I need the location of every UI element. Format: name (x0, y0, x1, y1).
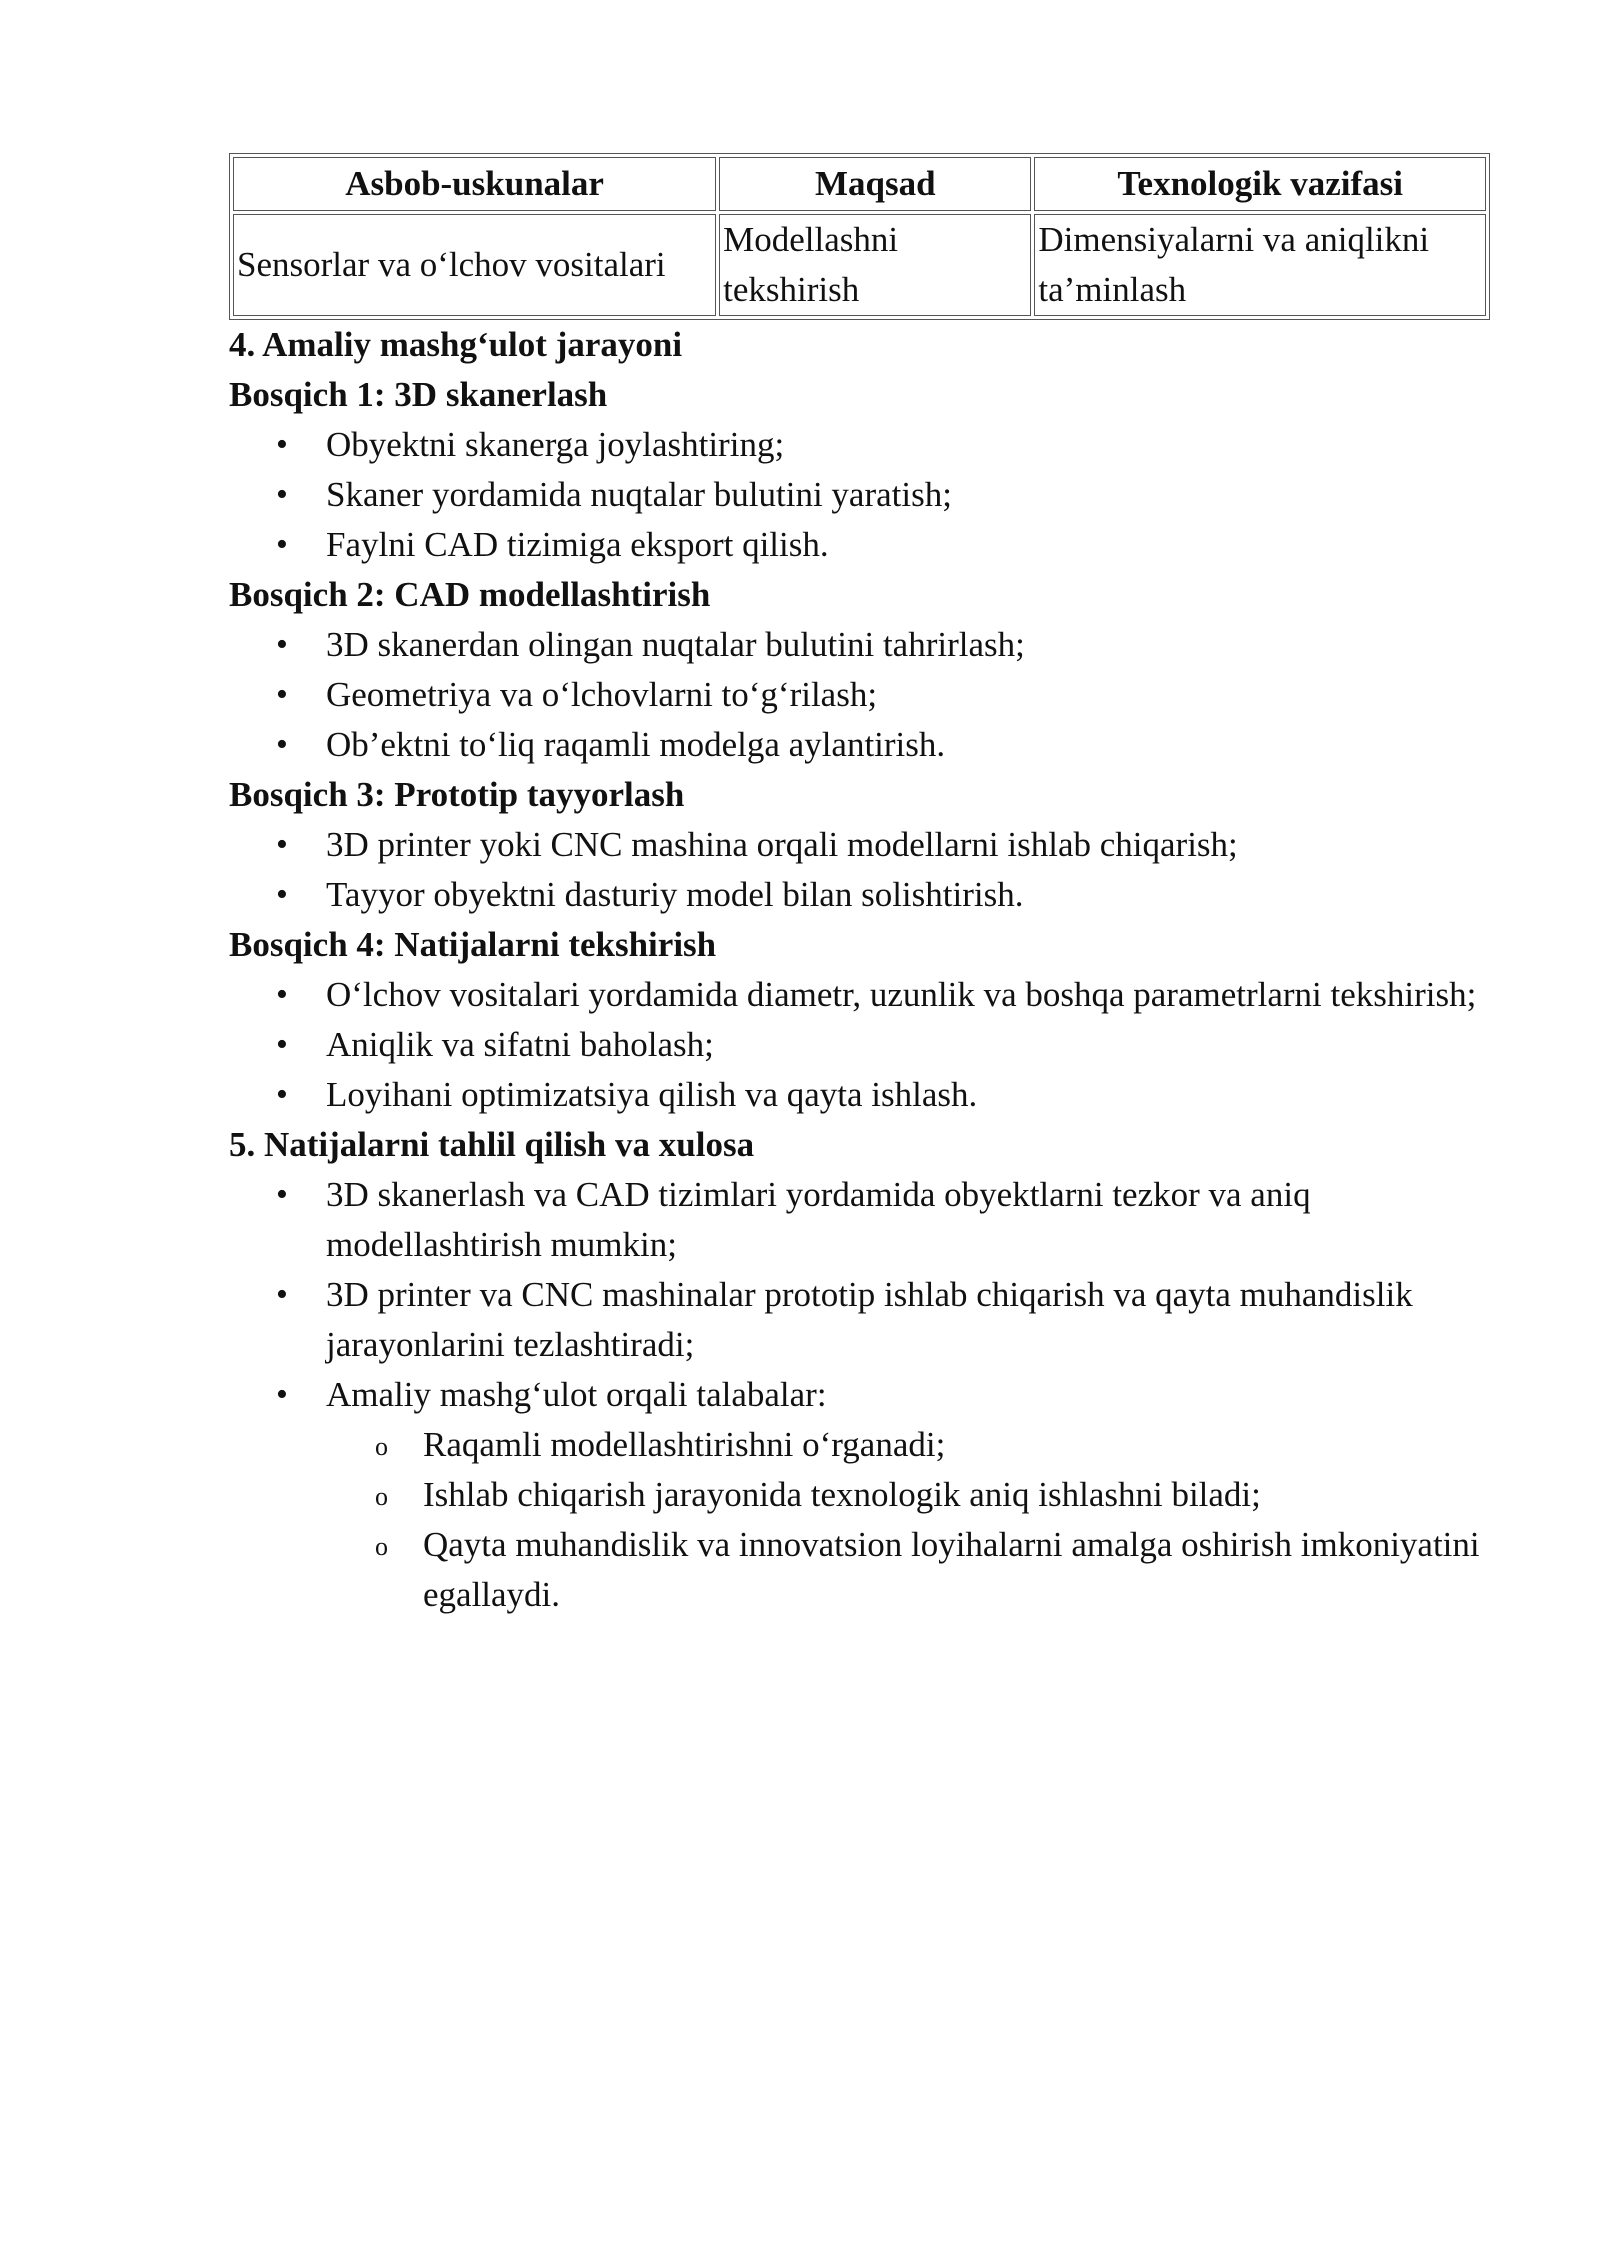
table-cell-purpose (719, 214, 1031, 316)
list-item (326, 1370, 1491, 1620)
stage-heading: Bosqich 4: Natijalarni tekshirish (229, 925, 717, 964)
stage-heading: Bosqich 3: Prototip tayyorlash (229, 775, 685, 814)
document-page (229, 153, 1491, 1620)
list-item: • Faylni CAD tizimiga eksport qilish. (326, 520, 1491, 570)
equipment-table (229, 153, 1490, 320)
list-item: • Tayyor obyektni dasturiy model bilan solishtirish. (326, 870, 1491, 920)
table-header-cell: Texnologik vazifasi (1034, 157, 1486, 211)
list-item: • Ob’ektni to‘liq raqamli modelga aylantirish. (326, 720, 1491, 770)
stage-3-list (229, 820, 1491, 920)
list-item: • 3D skanerlash va CAD tizimlari yordamida obyektlarni tezkor va aniq modellashtirish mumkin; (326, 1170, 1491, 1270)
stage-1-list (229, 420, 1491, 570)
task-line: Dimensiyalarni va aniqlikni (1038, 220, 1430, 259)
section-heading: 5. Natijalarni tahlil qilish va xulosa (229, 1125, 755, 1164)
table-header-cell: Maqsad (719, 157, 1031, 211)
sub-list-item: o Raqamli modellashtirishni o‘rganadi; (423, 1420, 1491, 1470)
table-row (233, 214, 1486, 316)
table-header-cell: Asbob-uskunalar (233, 157, 716, 211)
list-item: • Skaner yordamida nuqtalar bulutini yaratish; (326, 470, 1491, 520)
list-item: • 3D skanerdan olingan nuqtalar bulutini tahrirlash; (326, 620, 1491, 670)
table-cell-tool: Sensorlar va o‘lchov vositalari (233, 214, 716, 316)
sub-list-item: o Ishlab chiqarish jarayonida texnologik aniq ishlashni biladi; (423, 1470, 1491, 1520)
list-item: • Loyihani optimizatsiya qilish va qayta ishlash. (326, 1070, 1491, 1120)
purpose-line: Modellashni (723, 220, 899, 259)
section-heading: 4. Amaliy mashg‘ulot jarayoni (229, 325, 683, 364)
table-header-row (233, 157, 1486, 211)
list-item: • Geometriya va o‘lchovlarni to‘g‘rilash; (326, 670, 1491, 720)
stage-heading: Bosqich 2: CAD modellashtirish (229, 575, 711, 614)
sub-list (326, 1420, 1491, 1620)
list-item: • 3D printer va CNC mashinalar prototip ishlab chiqarish va qayta muhandislik jarayonlarini tezlashtiradi; (326, 1270, 1491, 1370)
stage-4-list (229, 970, 1491, 1120)
sub-list-item: o Qayta muhandislik va innovatsion loyihalarni amalga oshirish imkoniyatini egallaydi. (423, 1520, 1491, 1620)
purpose-line: tekshirish (723, 270, 860, 309)
list-item: • Obyektni skanerga joylashtiring; (326, 420, 1491, 470)
table-cell-task (1034, 214, 1486, 316)
list-item: • O‘lchov vositalari yordamida diametr, uzunlik va boshqa parametrlarni tekshirish; (326, 970, 1491, 1020)
list-item-text: Amaliy mashg‘ulot orqali talabalar: (326, 1375, 827, 1414)
list-item: • Aniqlik va sifatni baholash; (326, 1020, 1491, 1070)
list-item: • 3D printer yoki CNC mashina orqali modellarni ishlab chiqarish; (326, 820, 1491, 870)
document-body (229, 320, 1491, 1620)
stage-heading: Bosqich 1: 3D skanerlash (229, 375, 608, 414)
conclusion-list (229, 1170, 1491, 1620)
task-line: ta’minlash (1038, 270, 1187, 309)
stage-2-list (229, 620, 1491, 770)
